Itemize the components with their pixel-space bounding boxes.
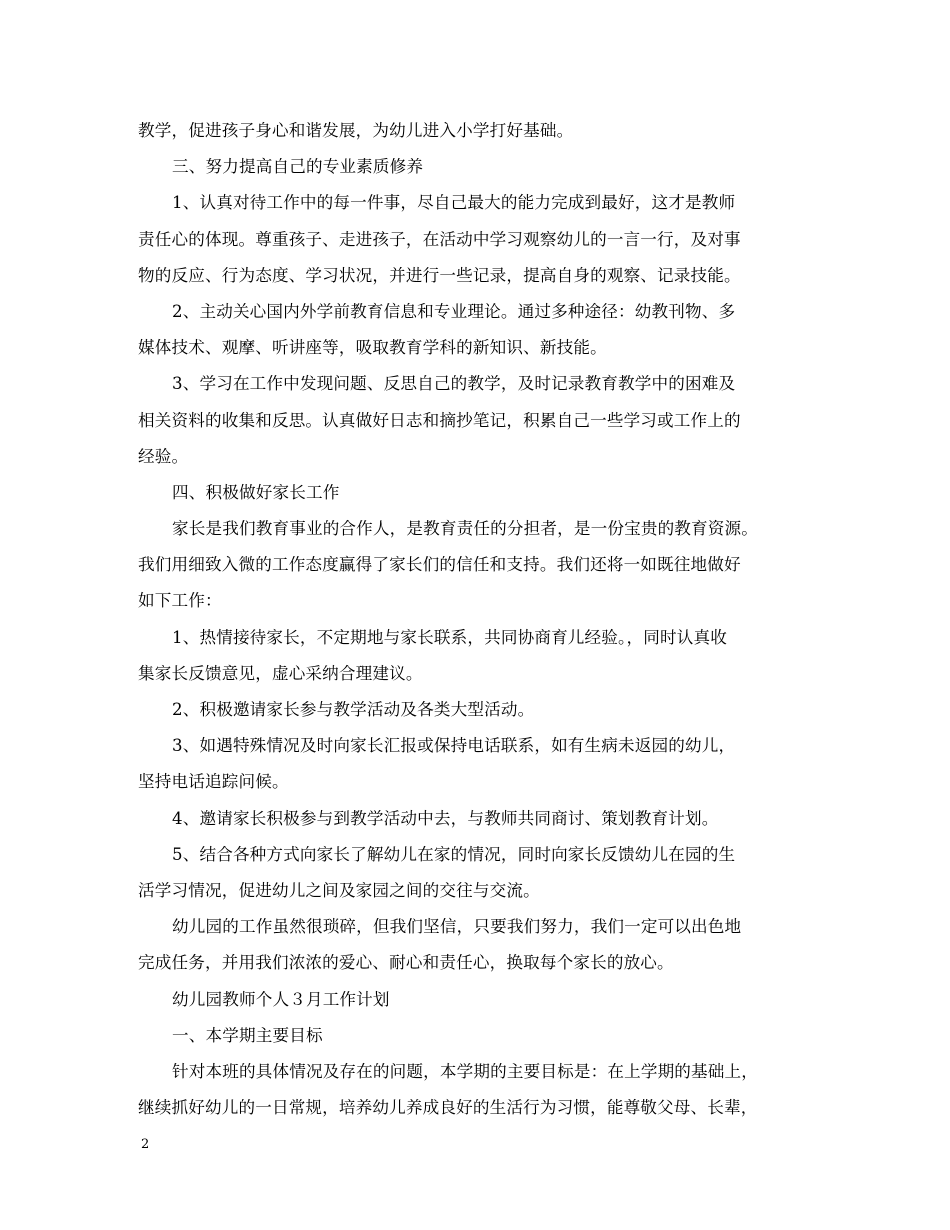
- text-line: 1、认真对待工作中的每一件事，尽自己最大的能力完成到最好，这才是教师: [172, 193, 736, 213]
- text-line: 3、如遇特殊情况及时向家长汇报或保持电话联系，如有生病未返园的幼儿，: [172, 736, 736, 756]
- text-line: 集家长反馈意见，虚心采纳合理建议。: [138, 663, 423, 683]
- section-heading: 一、本学期主要目标: [172, 1025, 323, 1045]
- text-line: 如下工作：: [138, 591, 222, 611]
- text-line: 完成任务，并用我们浓浓的爱心、耐心和责任心，换取每个家长的放心。: [138, 953, 674, 973]
- page-number: 2: [141, 1137, 150, 1152]
- text-line: 坚持电话追踪问候。: [138, 772, 289, 792]
- text-line: 2、主动关心国内外学前教育信息和专业理论。通过多种途径：幼教刊物、多: [172, 301, 736, 321]
- text-line: 4、邀请家长积极参与到教学活动中去，与教师共同商讨、策划教育计划。: [172, 808, 719, 828]
- section-heading: 四、积极做好家长工作: [172, 482, 340, 502]
- text-line: 教学，促进孩子身心和谐发展，为幼儿进入小学打好基础。: [138, 121, 574, 140]
- section-title: 幼儿园教师个人３月工作计划: [172, 989, 390, 1009]
- text-line: 活学习情况，促进幼儿之间及家园之间的交往与交流。: [138, 880, 540, 900]
- document-body: [138, 113, 818, 1126]
- text-line: 幼儿园的工作虽然很琐碎，但我们坚信，只要我们努力，我们一定可以出色地: [172, 917, 742, 937]
- text-line: 家长是我们教育事业的合作人，是教育责任的分担者，是一份宝贵的教育资源。: [172, 519, 759, 539]
- text-line: 责任心的体现。尊重孩子、走进孩子，在活动中学习观察幼儿的一言一行，及对事: [138, 229, 741, 249]
- text-line: 经验。: [138, 446, 189, 466]
- text-line: 我们用细致入微的工作态度赢得了家长们的信任和支持。我们还将一如既往地做好: [138, 555, 741, 575]
- section-heading: 三、努力提高自己的专业素质修养: [172, 157, 424, 177]
- text-line: 相关资料的收集和反思。认真做好日志和摘抄笔记，积累自己一些学习或工作上的: [138, 410, 741, 430]
- text-line: 3、学习在工作中发现问题、反思自己的教学，及时记录教育教学中的困难及: [172, 374, 736, 394]
- text-line: 1、热情接待家长，不定期地与家长联系，共同协商育儿经验。，同时认真收: [172, 627, 727, 647]
- text-line: 继续抓好幼儿的一日常规，培养幼儿养成良好的生活行为习惯，能尊敬父母、长辈，: [138, 1098, 758, 1118]
- text-line: 针对本班的具体情况及存在的问题，本学期的主要目标是：在上学期的基础上，: [172, 1061, 759, 1081]
- text-line: 5、结合各种方式向家长了解幼儿在家的情况，同时向家长反馈幼儿在园的生: [172, 844, 736, 864]
- text-line: 2、积极邀请家长参与教学活动及各类大型活动。: [172, 700, 535, 719]
- text-line: 媒体技术、观摩、听讲座等，吸取教育学科的新知识、新技能。: [138, 338, 607, 358]
- text-line: 物的反应、行为态度、学习状况，并进行一些记录，提高自身的观察、记录技能。: [138, 265, 741, 285]
